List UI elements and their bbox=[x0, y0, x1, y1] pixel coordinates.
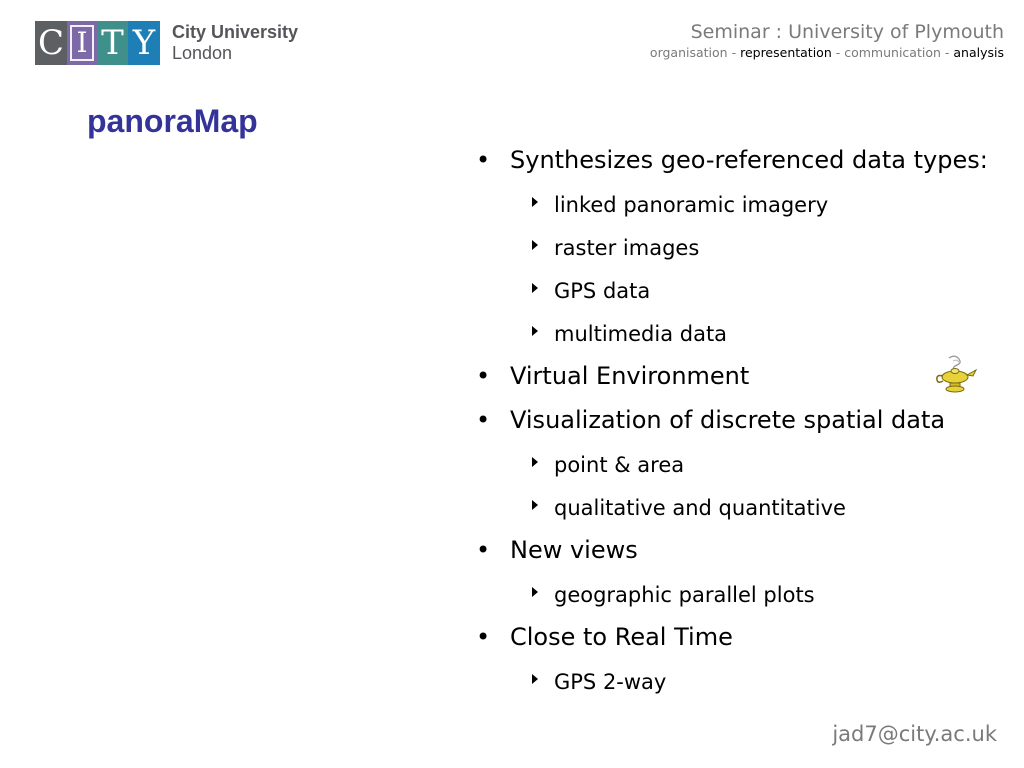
bullet-item bbox=[470, 141, 1020, 179]
triangle-bullet-icon bbox=[532, 326, 538, 336]
topic-separator: - bbox=[940, 45, 954, 60]
bullet-list bbox=[470, 135, 1020, 699]
bullet-text: Visualization of discrete spatial data bbox=[510, 406, 946, 434]
logo-letter-t: T bbox=[101, 23, 124, 63]
sub-bullet-text: multimedia data bbox=[554, 322, 728, 346]
logo-letter-c: C bbox=[37, 23, 64, 63]
bullet-item bbox=[470, 531, 1020, 569]
topic-representation: representation bbox=[740, 45, 832, 60]
sub-bullet-item bbox=[470, 578, 1020, 612]
topic-separator: - bbox=[831, 45, 845, 60]
sub-bullet-text: geographic parallel plots bbox=[554, 583, 815, 607]
sub-bullet-item bbox=[470, 317, 1020, 351]
logo-tile-t bbox=[97, 21, 128, 65]
triangle-bullet-icon bbox=[532, 587, 538, 597]
logo-line-1: City University bbox=[172, 22, 299, 42]
logo-letter-i: I bbox=[70, 25, 94, 61]
triangle-bullet-icon bbox=[532, 457, 538, 467]
sub-bullet-text: GPS 2-way bbox=[554, 670, 667, 694]
bullet-text: New views bbox=[510, 536, 638, 564]
bullet-text: Close to Real Time bbox=[510, 623, 733, 651]
bullet-text: Synthesizes geo-referenced data types: bbox=[510, 146, 988, 174]
topic-communication: communication bbox=[844, 45, 941, 60]
bullet-dot: • bbox=[476, 146, 491, 174]
sub-bullet-text: qualitative and quantitative bbox=[554, 496, 846, 520]
triangle-bullet-icon bbox=[532, 283, 538, 293]
triangle-bullet-icon bbox=[532, 500, 538, 510]
sub-bullet-item bbox=[470, 448, 1020, 482]
sub-bullet-item bbox=[470, 491, 1020, 525]
seminar-topics bbox=[650, 44, 1004, 62]
sub-bullet-text: point & area bbox=[554, 453, 685, 477]
seminar-title: Seminar : University of Plymouth bbox=[690, 21, 1004, 43]
logo-tile-i bbox=[67, 21, 97, 65]
seminar-header bbox=[650, 20, 1004, 62]
triangle-bullet-icon bbox=[532, 240, 538, 250]
triangle-bullet-icon bbox=[532, 197, 538, 207]
magic-lamp-icon bbox=[935, 355, 977, 395]
slide-title: panoraMap bbox=[87, 103, 258, 139]
bullet-item bbox=[470, 401, 1020, 439]
bullet-dot: • bbox=[476, 406, 491, 434]
sub-bullet-item bbox=[470, 231, 1020, 265]
logo-tiles bbox=[35, 21, 160, 65]
triangle-bullet-icon bbox=[532, 674, 538, 684]
bullet-text: Virtual Environment bbox=[510, 362, 750, 390]
logo-line-2: London bbox=[172, 43, 233, 63]
sub-bullet-text: GPS data bbox=[554, 279, 651, 303]
sub-bullet-text: raster images bbox=[554, 236, 700, 260]
bullet-dot: • bbox=[476, 536, 491, 564]
sub-bullet-item bbox=[470, 665, 1020, 699]
sub-bullet-text: linked panoramic imagery bbox=[554, 193, 829, 217]
bullet-dot: • bbox=[476, 623, 491, 651]
logo-tile-y bbox=[128, 21, 160, 65]
logo-letter-y: Y bbox=[132, 23, 156, 63]
city-university-logo bbox=[35, 21, 298, 65]
bullet-item bbox=[470, 618, 1020, 656]
logo-text bbox=[172, 22, 298, 64]
sub-bullet-item bbox=[470, 188, 1020, 222]
topic-separator: - bbox=[727, 45, 741, 60]
sub-bullet-item bbox=[470, 274, 1020, 308]
logo-tile-c bbox=[35, 21, 67, 65]
topic-organisation: organisation bbox=[649, 45, 728, 60]
footer-email: jad7@city.ac.uk bbox=[832, 722, 997, 746]
topic-analysis: analysis bbox=[953, 45, 1004, 60]
bullet-dot: • bbox=[476, 362, 491, 390]
